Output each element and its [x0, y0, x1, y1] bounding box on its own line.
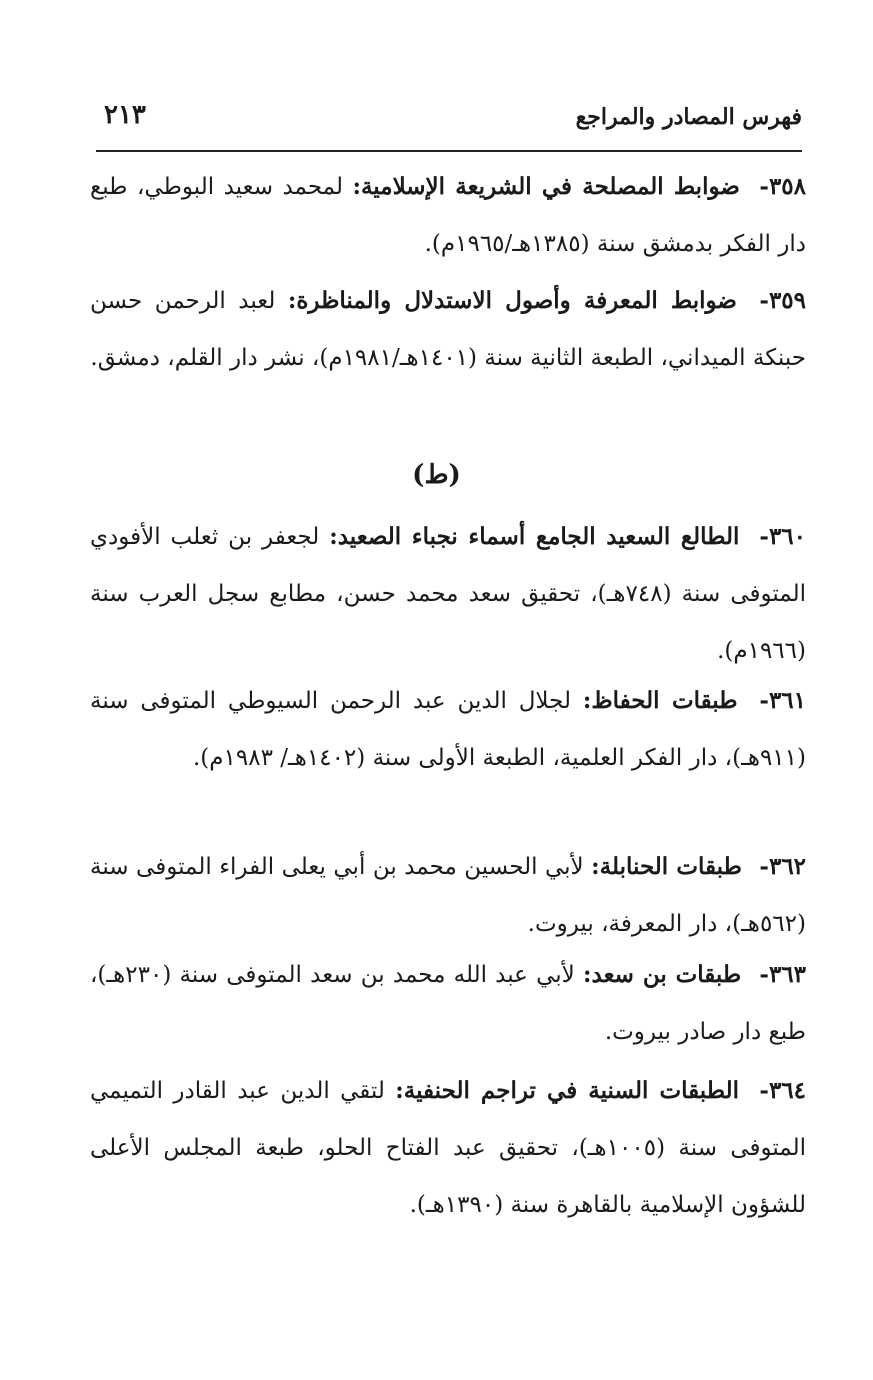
header-divider — [96, 150, 802, 152]
reference-entry-361 — [90, 672, 806, 787]
section-letter-heading: (ط) — [412, 460, 461, 490]
reference-entry-364 — [90, 1062, 806, 1234]
entry-number: ٣٥٨- — [759, 173, 806, 200]
entry-title: الطبقات السنية في تراجم الحنفية: — [395, 1077, 739, 1104]
entry-number: ٣٦٢- — [759, 853, 807, 880]
running-title: فهرس المصادر والمراجع — [575, 104, 802, 130]
entry-title: طبقات الحنابلة: — [591, 853, 742, 880]
entry-title: ضوابط المعرفة وأصول الاستدلال والمناظرة: — [287, 287, 737, 314]
entry-number: ٣٥٩- — [759, 287, 806, 314]
entry-number: ٣٦١- — [759, 687, 807, 714]
entry-text: لجلال الدين عبد الرحمن السيوطي المتوفى سنة (٩١١هـ)، دار الفكر العلمية، الطبعة الأولى سنة (١٤٠٢هـ/ ١٩٨٣م). — [90, 688, 806, 771]
entry-number: ٣٦٣- — [759, 961, 806, 988]
entry-number: ٣٦٤- — [759, 1077, 806, 1104]
page-number: ٢١٣ — [104, 100, 146, 130]
entry-title: طبقات بن سعد: — [583, 961, 742, 988]
entry-title: الطالع السعيد الجامع أسماء نجباء الصعيد: — [329, 523, 740, 550]
reference-entry-359 — [90, 272, 806, 387]
reference-entry-362 — [90, 838, 806, 953]
entry-text: لجعفر بن ثعلب الأفودي المتوفى سنة (٧٤٨هـ)، تحقيق سعد محمد حسن، مطابع سجل العرب سنة (١٩٦٦م). — [90, 524, 807, 664]
reference-entry-358 — [90, 158, 806, 273]
entry-title: ضوابط المصلحة في الشريعة الإسلامية: — [352, 173, 740, 200]
entry-title: طبقات الحفاظ: — [582, 687, 738, 714]
entry-text: لعبد الرحمن حسن حبنكة الميداني، الطبعة الثانية سنة (١٤٠١هـ/١٩٨١م)، نشر دار القلم، دمشق. — [90, 288, 806, 371]
entry-number: ٣٦٠- — [759, 523, 806, 550]
entry-text: لمحمد سعيد البوطي، طبع دار الفكر بدمشق سنة (١٣٨٥هـ/١٩٦٥م). — [90, 174, 806, 257]
entry-text: لتقي الدين عبد القادر التميمي المتوفى سنة (١٠٠٥هـ)، تحقيق عبد الفتاح الحلو، طبعة المجلس الأعلى للشؤون الإسلامية بالقاهرة سنة (١٣٩٠هـ). — [90, 1078, 807, 1218]
reference-entry-360 — [90, 508, 806, 680]
entry-text: لأبي الحسين محمد بن أبي يعلى الفراء المتوفى سنة (٥٦٢هـ)، دار المعرفة، بيروت. — [90, 854, 806, 937]
entry-text: لأبي عبد الله محمد بن سعد المتوفى سنة (٢٣٠هـ)، طبع دار صادر بيروت. — [90, 962, 806, 1045]
page-header — [96, 96, 802, 148]
reference-entry-363 — [90, 946, 806, 1061]
